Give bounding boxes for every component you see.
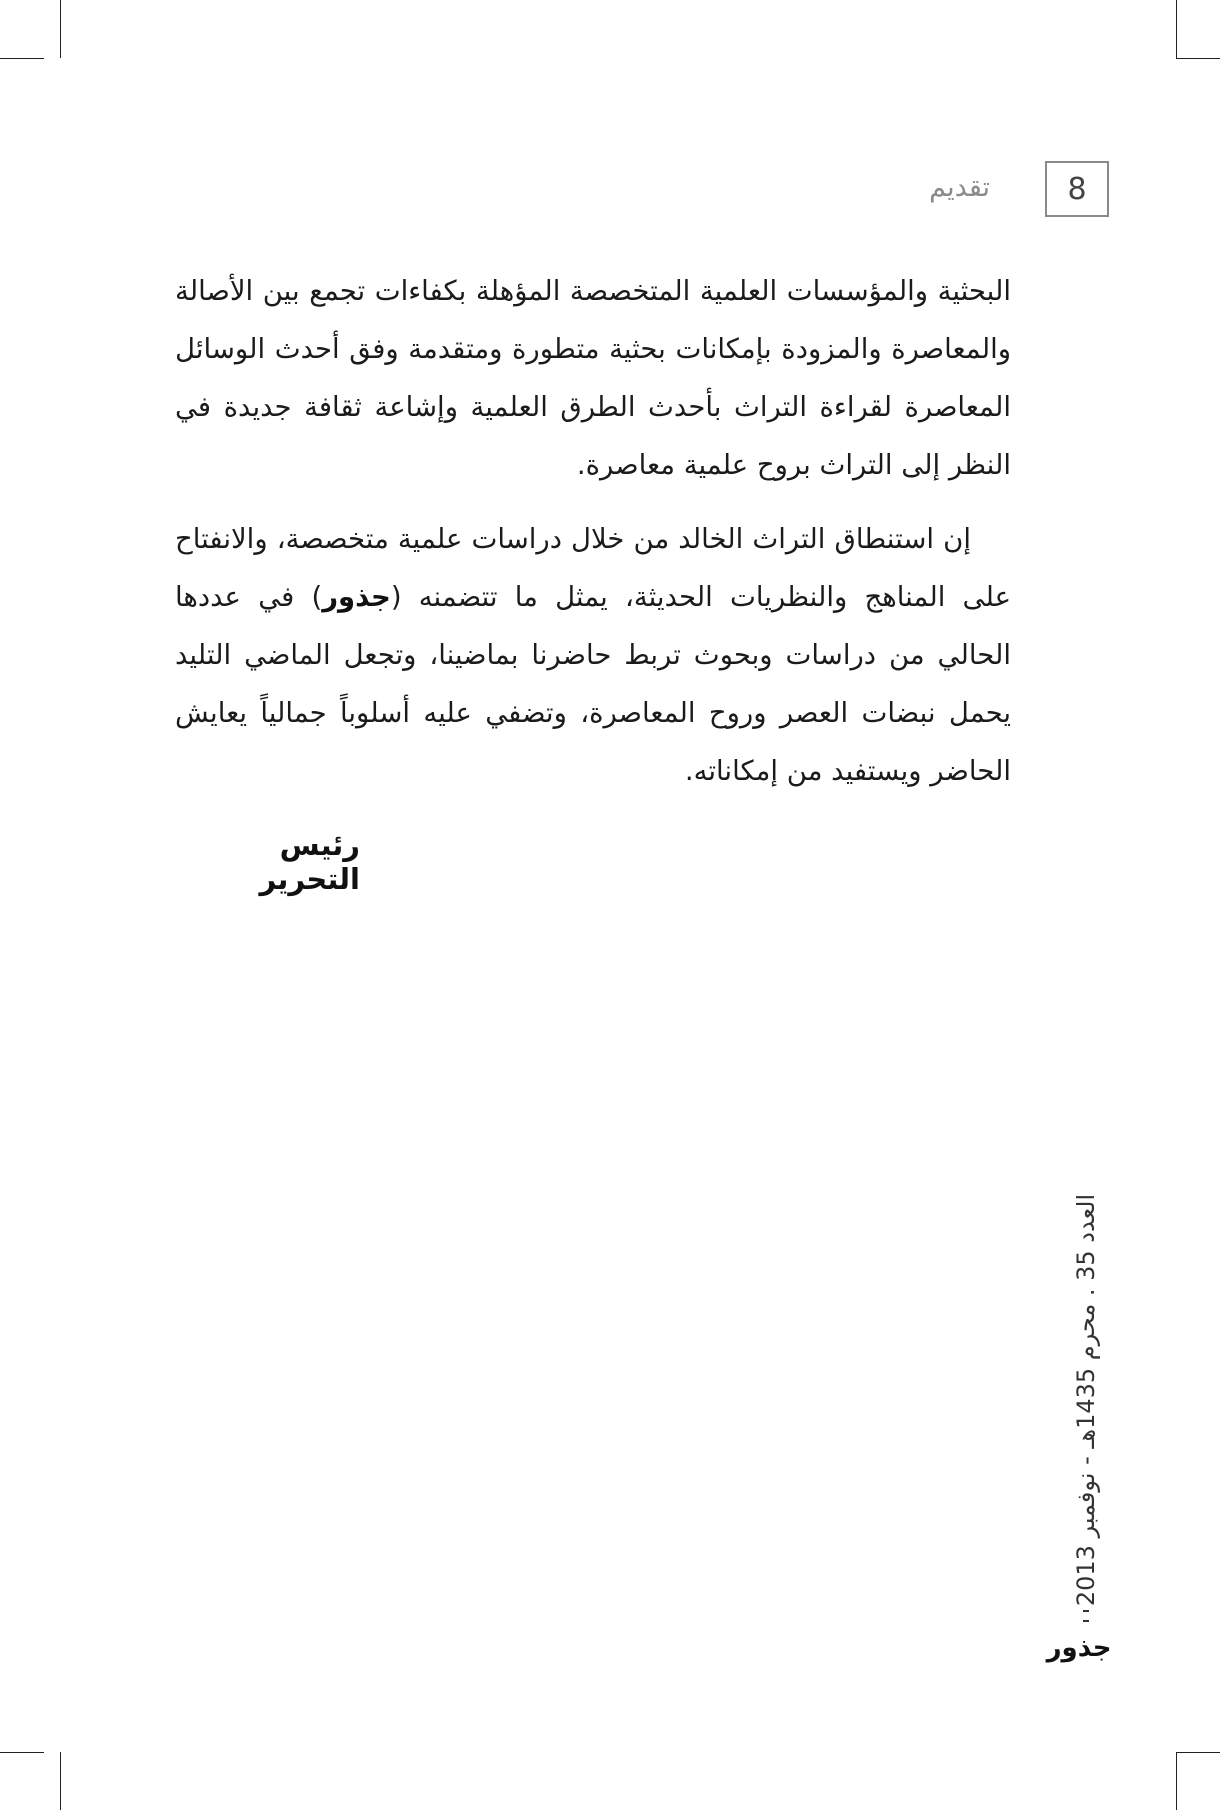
crop-mark bbox=[1176, 1752, 1220, 1753]
page-number-text: 8 bbox=[1067, 171, 1087, 207]
issue-caption bbox=[1066, 1195, 1106, 1605]
crop-mark bbox=[60, 0, 61, 58]
crop-mark bbox=[0, 1752, 44, 1753]
caption-divider bbox=[1083, 1610, 1089, 1622]
signature: رئيس التحرير bbox=[259, 828, 360, 896]
paragraph-2-start: إن استنطاق التراث الخالد من خلال دراسات علمية متخصصة، والانفتاح على المناهج والنظريات الحديثة، يمثل ما تتضمنه ( bbox=[175, 523, 1011, 613]
journal-name-inline: جذور bbox=[322, 581, 391, 613]
journal-logo: جذور bbox=[1046, 1633, 1112, 1663]
paragraph-2 bbox=[175, 510, 1011, 800]
paragraph-2-end: ) في عددها الحالي من دراسات وبحوث تربط حاضرنا بماضينا، وتجعل الماضي التليد يحمل نبضات العصر وروح المعاصرة، وتضفي عليه أسلوباً جمالياً يعايش الحاضر ويستفيد من إمكاناته. bbox=[175, 581, 1011, 787]
crop-mark bbox=[1176, 1752, 1177, 1810]
crop-mark bbox=[1176, 58, 1220, 59]
section-title: تقديم bbox=[929, 172, 990, 203]
issue-caption-text: العدد 35 . محرم 1435هـ - نوفمبر 2013 bbox=[1072, 1193, 1100, 1607]
crop-mark bbox=[0, 58, 44, 59]
page-number bbox=[1045, 161, 1109, 217]
crop-mark bbox=[1176, 0, 1177, 58]
paragraph-1: البحثية والمؤسسات العلمية المتخصصة المؤهلة بكفاءات تجمع بين الأصالة والمعاصرة والمزودة بإمكانات بحثية متطورة ومتقدمة وفق أحدث الوسائل المعاصرة لقراءة التراث بأحدث الطرق العلمية وإشاعة ثقافة جديدة في النظر إلى التراث بروح علمية معاصرة. bbox=[175, 275, 1011, 481]
crop-mark bbox=[60, 1752, 61, 1810]
article-body bbox=[175, 262, 1011, 800]
